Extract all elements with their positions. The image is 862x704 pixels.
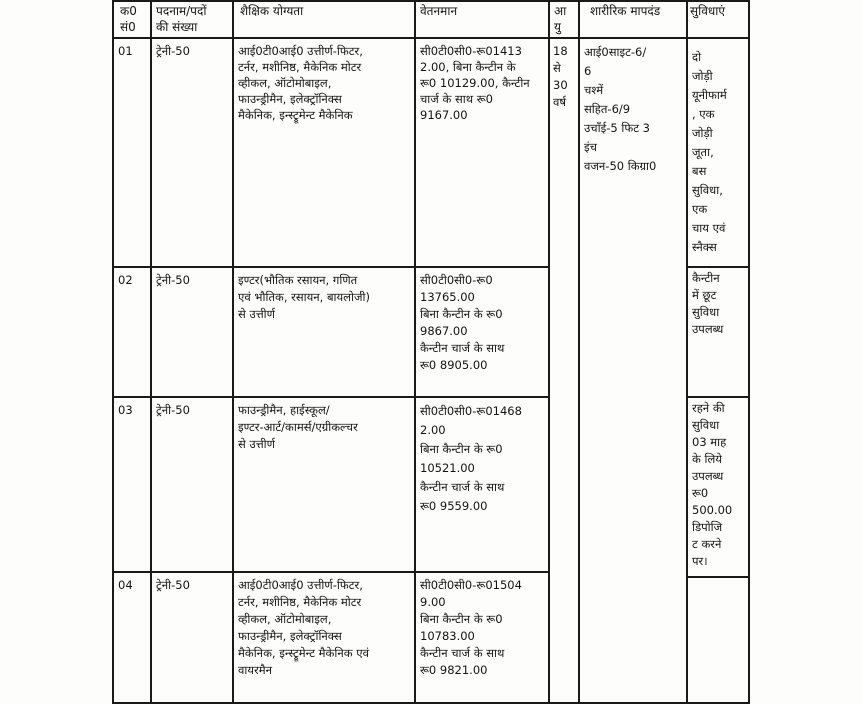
row-pay: सी0टी0सी0-रू01468 2.00 बिना कैन्टीन के रू0 10521.00 कैन्टीन चार्ज के साथ रू0 9559.00 [420, 404, 522, 513]
row-post: ट्रेनी-50 [156, 44, 190, 58]
header-facilities: सुविधाएं [690, 4, 726, 18]
header-post: पदनाम/पदों की संख्या [156, 4, 207, 34]
facilities-uniform: दो जोड़ी यूनीफार्म , एक जोड़ी जूता, बस सुविधा, एक चाय एवं स्नैक्स [692, 50, 727, 254]
row-post: ट्रेनी-50 [156, 403, 190, 417]
facilities-canteen: कैन्टीन में छूट सुविधा उपलब्ध [692, 271, 724, 336]
row-post: ट्रेनी-50 [156, 273, 190, 287]
physical-standard: आई0साइट-6/ 6 चश्में सहित-6/9 उचाँई-5 फिट 3 इंच वजन-50 किग्रा0 [584, 45, 657, 173]
age-range: 18 से 30 वर्ष [553, 44, 568, 109]
row-qualification: फाउन्ड्रीमैन, हाईस्कूल/ इण्टर-आर्ट/कामर्स/एग्रीकल्चर से उत्तीर्ण [238, 403, 358, 451]
row-qualification: आई0टी0आई0 उत्तीर्ण-फिटर, टर्नर, मशीनिष्ठ, मैकेनिक मोटर व्हीकल, ऑटोमोबाइल, फाउन्ड्रीमैन, इलेक्ट्रॉनिक्स मैकेनिक, इन्स्ट्रूमेन्ट मैकेनिक एवं वायरमैन [238, 578, 369, 677]
header-qualification: शैक्षिक योग्यता [240, 4, 304, 18]
row-pay: सी0टी0सी0-रू01413 2.00, बिना कैन्टीन के रू0 10129.00, कैन्टीन चार्ज के साथ रू0 9167.00 [420, 44, 530, 122]
row-qualification: आई0टी0आई0 उत्तीर्ण-फिटर, टर्नर, मशीनिष्ठ, मैकेनिक मोटर व्हीकल, ऑटोमोबाइल, फाउन्ड्रीमैन, इलेक्ट्रॉनिक्स मैकेनिक, इन्स्ट्रूमेन्ट मैकेनिक [238, 44, 363, 122]
row-serial: 04 [118, 578, 133, 592]
row-pay: सी0टी0सी0-रू0 13765.00 बिना कैन्टीन के रू0 9867.00 कैन्टीन चार्ज के साथ रू0 8905.00 [420, 273, 505, 372]
row-serial: 03 [118, 403, 133, 417]
row-serial: 01 [118, 44, 133, 58]
row-qualification: इण्टर(भौतिक रसायन, गणित एवं भौतिक, रसायन, बायलोजी) से उत्तीर्ण [238, 273, 370, 321]
row-serial: 02 [118, 273, 133, 287]
header-serial: क0 सं0 [120, 4, 137, 34]
facilities-accommodation: रहने की सुविधा 03 माह के लिये उपलब्ध रू0 500.00 डिपोजि ट करने पर। [692, 401, 733, 568]
header-pay: वेतनमान [420, 4, 458, 18]
header-physical: शारीरिक मापदंड [590, 4, 661, 18]
header-age: आ यु [554, 4, 567, 34]
row-pay: सी0टी0सी0-रू01504 9.00 बिना कैन्टीन के रू0 10783.00 कैन्टीन चार्ज के साथ रू0 9821.00 [420, 578, 522, 677]
row-post: ट्रेनी-50 [156, 578, 190, 592]
